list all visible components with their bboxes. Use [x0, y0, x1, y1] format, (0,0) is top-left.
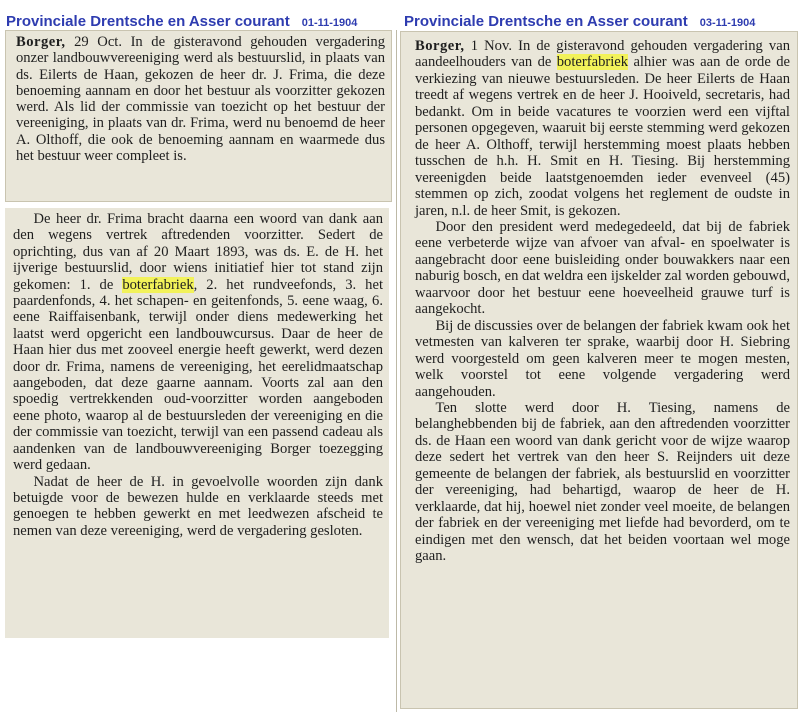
article-paragraph: Bij de discussies over de belangen der fabriek kwam ook het vetmesten van kalveren ter sprake, waarbij door H. Siebring werd voorgesteld om geen kalveren meer te mogen mesten, welk voorstel tot eene volgende vergadering werd aangehouden.: [415, 317, 790, 400]
article-paragraph: Nadat de heer de H. in gevoelvolle woorden zijn dank betuigde voor de bewezen hulde en verklaarde steeds met genoegen te hebben gewerkt en met leedwezen afscheid te nemen van deze vereeniging, werd de vergadering gesloten.: [13, 473, 383, 539]
article-text: De heer dr. Frima bracht daarna een woord van dank aan den wegens vertrek aftredenden voorzitter. Sedert de oprichting, dus van af 20 Maart 1893, was ds. E. de H. het ijverige bestuurslid, door wiens initiatief hier tot stand zijn gekomen: 1. de: [13, 211, 383, 293]
publication-date: 03-11-1904: [699, 17, 756, 29]
article-text: alhier was aan de orde de verkiezing van nieuwe bestuursleden. De heer Eilerts de Haan treedt af wegens vertrek en de heer J. Hooiveld, secretaris, had bedankt. Om in beide vacatures te voorzien werd een vijftal personen opgegeven, waaruit bij eerste stemming werd gekozen de heer A. Olthoff, terwijl herstemming moest plaats hebben tusschen de h.h. H. Smit en H. Tiesing. Bij herstemming vereenigden beide laatstgenoemden ieder evenveel (45) stemmen op zich, zoodat volgens het reglement de oudste in jaren, n.l. de heer Smit, is gekozen.: [415, 54, 790, 219]
newspaper-title: Provinciale Drentsche en Asser courant: [6, 13, 290, 30]
left-clipping-header: [6, 0, 357, 30]
publication-date: 01-11-1904: [301, 17, 358, 29]
column-divider: [396, 30, 397, 712]
highlighted-term: boterfabriek: [122, 276, 194, 293]
dateline-place: Borger,: [415, 38, 465, 54]
clipping-left-top: [5, 30, 392, 202]
right-clipping-header: [404, 0, 755, 30]
article-text: 1 Nov. In de gisteravond gehouden vergadering van aandeelhouders van de: [415, 38, 790, 71]
article-paragraph: [13, 211, 383, 474]
dateline-place: Borger,: [16, 34, 66, 50]
article-text: , 2. het rundveefonds, 3. het paardenfonds, 4. het schapen- en geitenfonds, 5. eene waag, 6. eene Raiffaisenbank, terwijl onder diens medewerking het laatst werd opgericht een landbouwcursus. Daar de heer de Haan hier dus met zooveel energie heeft gewerkt, werd dezen door dr. Frima, namens de vereeniging, het eerelidmaatschap aangeboden, dat deze gaarne aannam. Voorts zal aan den spoedig vertrekkenden oud-voorzitter worden aangeboden eene photo, waarop al de bestuursleden der vereeniging en die der commissie van toezicht, terwijl van een passend cadeau als aandenken van de landbouwvereeniging Borger toezegging werd gedaan.: [13, 276, 383, 474]
clipping-right: [400, 31, 798, 709]
clipping-left-bottom: [5, 205, 392, 638]
article-text: 29 Oct. In de gisteravond gehouden vergadering onzer landbouwvereeniging werd als bestuurslid, in plaats van ds. Eilerts de Haan, gekozen de heer dr. J. Frima, die deze benoeming aannam en door het bestuur als voorzitter gekozen werd. Als lid der commissie van toezicht op het bestuur der vereeniging, in plaats van dr. Frima, werd nu benoemd de heer A. Olthoff, die ook de benoeming aannam en waarmede dus het bestuur weer compleet is.: [16, 34, 385, 165]
article-paragraph: [415, 38, 790, 219]
highlighted-term: boterfabriek: [556, 54, 629, 71]
newspaper-title: Provinciale Drentsche en Asser courant: [404, 13, 688, 30]
article-paragraph: Door den president werd medegedeeld, dat bij de fabriek eene verbeterde wijze van afvoer van afval- en spoelwater is aangebracht door eene buisleiding onder bouwakkers naar een naburig bosch, en dat weldra een ijskelder zal worden gebouwd, waarvoor door het bestuur eene hoeveelheid grauwe turf is aangekocht.: [415, 218, 790, 318]
article-paragraph: Ten slotte werd door H. Tiesing, namens de belanghebbenden bij de fabriek, aan den aftredenden voorzitter ds. de Haan een woord van dank gericht voor de wijze waarop deze sedert het vertrek van den heer S. Reijnders uit deze gemeente de belangen der fabriek, als bestuurslid en voorzitter der vereeniging, had behartigd, waarop de heer de H. verklaarde, dat hij, hoewel niet zonder veel moeite, de belangen der fabriek en der vereeniging met liefde had bevorderd, om te eindigen met den wensch, dat het beiden voortaan wel moge gaan.: [415, 399, 790, 565]
article-paragraph: [16, 34, 385, 164]
